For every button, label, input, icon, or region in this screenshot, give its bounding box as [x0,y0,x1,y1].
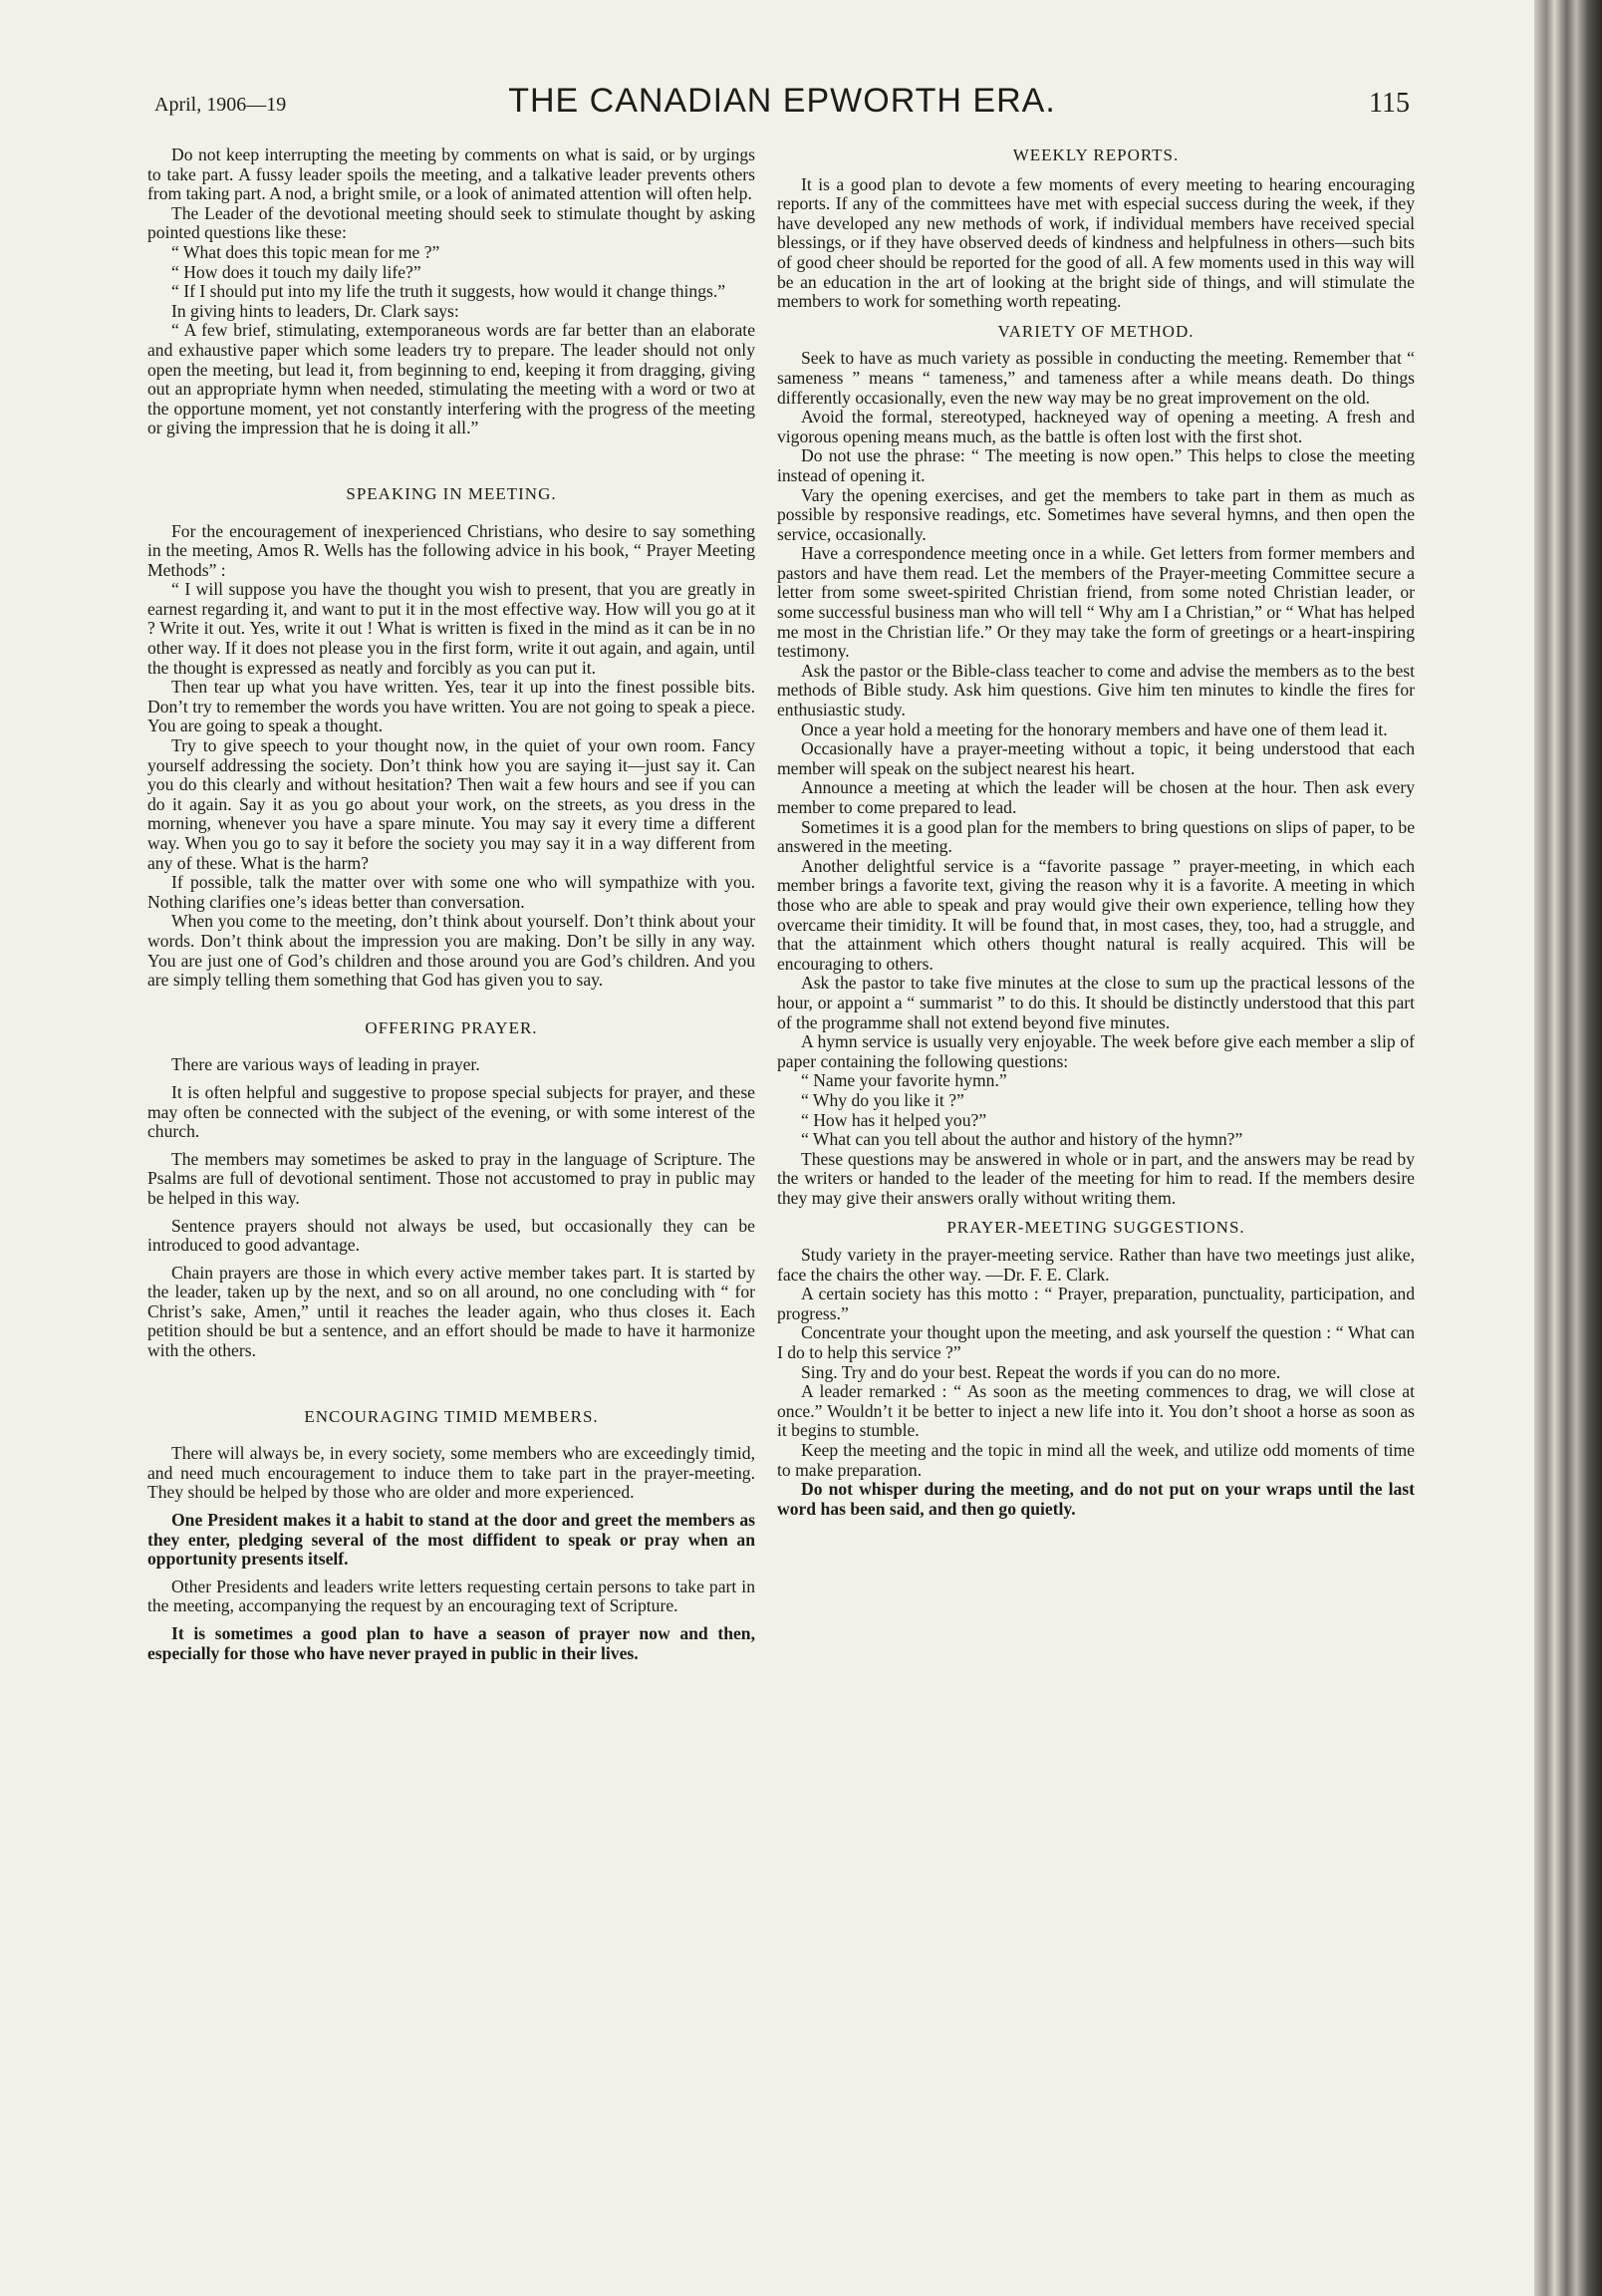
paragraph: For the encouragement of inexperienced Christians, who desire to say something in the meeting, Amos R. Wells has the following advice in his book, “ Prayer Meeting Methods” : [147,520,755,580]
paragraph: Vary the opening exercises, and get the members to take part in them as much as possible by responsive readings, etc. Sometimes have several hymns, and then open the service, occasionally. [777,484,1415,544]
paragraph: Study variety in the prayer-meeting service. Rather than have two meetings just alike, face the chairs the other way. —Dr. F. E. Clark. [777,1245,1415,1285]
paragraph: Sentence prayers should not always be used, but occasionally they can be introduced to good advantage. [147,1215,755,1256]
paragraph: “ I will suppose you have the thought you wish to present, that you are greatly in earnest regarding it, and want to put it in the most effective way. How will you go at it ? Write it out. Yes, write it out ! What is written is fixed in the mind as it can be in no other way. If it does not please you in the first form, write it out again, and again, until the thought is expressed as neatly and forcibly as you can put it. [147,579,755,678]
paragraph: These questions may be answered in whole or in part, and the answers may be read by the writers or handed to the leader of the meeting for him to read. If the members desire they may give their answers orally without writing them. [777,1148,1415,1208]
paragraph: Concentrate your thought upon the meeting, and ask yourself the question : “ What can I do to help this service ?” [777,1322,1415,1363]
paragraph: Keep the meeting and the topic in mind all the week, and utilize odd moments of time to make preparation. [777,1440,1415,1480]
page-number: 115 [1369,88,1410,119]
paragraph: It is sometimes a good plan to have a season of prayer now and then, especially for those who have never prayed in public in their lives. [147,1623,755,1663]
section-heading-speaking: SPEAKING IN MEETING. [346,483,557,503]
paragraph: When you come to the meeting, don’t think about yourself. Don’t think about your words. Don’t think about the impression you are making. Don’t be silly in any way. You are just one of God’s children and those around you are God’s children. And you are simply telling them something that God has given you to say. [147,911,755,991]
question-line: “ What does this topic mean for me ?” [171,241,440,262]
paragraph: The Leader of the devotional meeting should seek to stimulate thought by asking pointed questions like these: [147,202,755,243]
paragraph: Occasionally have a prayer-meeting without a topic, it being understood that each member will speak on the subject nearest his heart. [777,738,1415,778]
section-heading-timid: ENCOURAGING TIMID MEMBERS. [304,1406,599,1426]
paragraph: A hymn service is usually very enjoyable. The week before give each member a slip of paper containing the following questions: [777,1031,1415,1071]
paragraph: It is a good plan to devote a few moments of every meeting to hearing encouraging reports. If any of the committees have met with especial success during the week, if they have developed any new methods of work, if individual members have received special blessings, or if they have observed deeds of kindness and helpfulness in others—such bits of good cheer should be reported for the good of all. A few moments used in this way will be an education in the art of looking at the bright side of things, and will stimulate the members to work for something worth repeating. [777,173,1415,312]
paragraph: There are various ways of leading in prayer. [171,1054,480,1075]
paragraph: Ask the pastor to take five minutes at the close to sum up the practical lessons of the hour, or appoint a “ summarist ” to do this. It should be distinctly understood that this part of the programme shall not extend beyond five minutes. [777,973,1415,1032]
section-heading-weekly: WEEKLY REPORTS. [1012,145,1180,164]
paragraph: One President makes it a habit to stand at the door and greet the members as they enter, pledging several of the most diffident to speak or pray when an opportunity presents itself. [147,1510,755,1570]
paragraph: Do not whisper during the meeting, and do not put on your wraps until the last word has been said, and then go quietly. [777,1479,1415,1519]
question-line: “ If I should put into my life the truth it suggests, how would it change things.” [171,281,726,302]
paragraph: Seek to have as much variety as possible in conducting the meeting. Remember that “ sameness ” means “ tameness,” and tameness after a while means death. Do things differently occasionally, even the new way may be no great improvement on the old. [777,348,1415,408]
left-column [147,145,755,1663]
paragraph: Have a correspondence meeting once in a while. Get letters from former members and pastors and have them read. Let the members of the Prayer-meeting Committee secure a letter from some sweet-spirited Christian friend, from some noted Christian leader, or some successful business man who will tell “ Why am I a Christian,” or “ What has helped me most in the Christian life.” Or they may take the form of greetings or a heart-inspiring testimony. [777,543,1415,662]
issue-date: April, 1906—19 [154,94,287,116]
paragraph: Chain prayers are those in which every active member takes part. It is started by the leader, taken up by the next, and so on all around, no one concluding with “ for Christ’s sake, Amen,” until it reaches the leader again, who thus closes it. Each petition should be but a sentence, and an effort should be made to have it harmonize with the others. [147,1262,755,1361]
paragraph: There will always be, in every society, some members who are exceedingly timid, and need much encouragement to induce them to take part in the prayer-meeting. They should be helped by those who are older and more experienced. [147,1443,755,1503]
paragraph: In giving hints to leaders, Dr. Clark says: [171,300,459,321]
paragraph: Avoid the formal, stereotyped, hackneyed way of opening a meeting. A fresh and vigorous opening means much, as the battle is often lost with the first shot. [777,407,1415,446]
paragraph: Ask the pastor or the Bible-class teacher to come and advise the members as to the best methods of Bible study. Ask him questions. Give him ten minutes to kindle the fires for enthusiastic study. [777,660,1415,720]
paragraph: Sing. Try and do your best. Repeat the words if you can do no more. [801,1361,1281,1382]
paragraph: Once a year hold a meeting for the honorary members and have one of them lead it. [801,718,1388,739]
paragraph: It is often helpful and suggestive to propose special subjects for prayer, and these may often be connected with the subject of the evening, or with some interest of the church. [147,1081,755,1142]
paragraph: Another delightful service is a “favorite passage ” prayer-meeting, in which each member brings a favorite text, giving the reason why it is a favorite. A meeting in which those who are able to speak and pray would give their own experience, telling how they overcame their timidity. It will be found that, in most cases, they, too, had a struggle, and that the attainment which others thought natural is really acquired. This will be encouraging to others. [777,855,1415,974]
paragraph: Do not use the phrase: “ The meeting is now open.” This helps to close the meeting instead of opening it. [777,445,1415,485]
paragraph: A leader remarked : “ As soon as the meeting commences to drag, we will close at once.” Wouldn’t it be better to inject a new life into it. You don’t shoot a horse as soon as it begins to stumble. [777,1381,1415,1441]
quotation: “ A few brief, stimulating, extemporaneous words are far better than an elaborate and exhaustive paper which some leaders try to prepare. The leader should not only open the meeting, but lead it, from beginning to end, keeping it from dragging, giving out an appropriate hymn when needed, stimulating the meeting with a word or two at the opportune moment, yet not constantly interfering with the progress of the meeting or giving the impression that he is doing it all.” [147,320,755,438]
paragraph: Do not keep interrupting the meeting by comments on what is said, or by urgings to take part. A fussy leader spoils the meeting, and a talkative leader prevents others from taking part. A nod, a bright smile, or a look of animated attention will often help. [147,144,755,204]
question-line: “ Name your favorite hymn.” [801,1070,1007,1091]
question-line: “ Why do you like it ?” [801,1089,964,1110]
paragraph: Try to give speech to your thought now, in the quiet of your own room. Fancy yourself addressing the society. Don’t think how you are saying it—just say it. Can you do this clearly and without hesitation? Then wait a few hours and see if you can do it again. Say it as you go about your work, on the streets, as you dress in the morning, whenever you have a spare minute. You may say it every time a different way. When you go to say it before the society you may say it in a way different from any of these. What is the harm? [147,735,755,873]
section-heading-suggestions: PRAYER-MEETING SUGGESTIONS. [946,1218,1245,1238]
right-column [777,145,1415,1519]
running-header [154,82,1410,132]
question-line: “ What can you tell about the author and history of the hymn?” [801,1129,1243,1150]
section-heading-offering: OFFERING PRAYER. [365,1017,538,1037]
question-line: “ How has it helped you?” [801,1109,987,1130]
paragraph: Announce a meeting at which the leader will be chosen at the hour. Then ask every member to come prepared to lead. [777,777,1415,817]
book-binding-edge [1534,0,1602,2296]
paragraph: Sometimes it is a good plan for the members to bring questions on slips of paper, to be answered in the meeting. [777,816,1415,857]
question-line: “ How does it touch my daily life?” [171,261,421,282]
paragraph: Other Presidents and leaders write letters requesting certain persons to take part in the meeting, accompanying the request by an encouraging text of Scripture. [147,1576,755,1616]
magazine-title: THE CANADIAN EPWORTH ERA. [508,82,1056,120]
paragraph: A certain society has this motto : “ Prayer, preparation, punctuality, participation, and progress.” [777,1284,1415,1323]
paragraph: Then tear up what you have written. Yes, tear it up into the finest possible bits. Don’t try to remember the words you have written. You are not going to speak a piece. You are going to speak a thought. [147,677,755,736]
section-heading-variety: VARIETY OF METHOD. [997,321,1195,341]
paragraph: The members may sometimes be asked to pray in the language of Scripture. The Psalms are full of devotional sentiment. Those not accustomed to pray in public may be helped in this way. [147,1148,755,1208]
paragraph: If possible, talk the matter over with some one who will sympathize with you. Nothing clarifies one’s ideas better than conversation. [147,872,755,912]
